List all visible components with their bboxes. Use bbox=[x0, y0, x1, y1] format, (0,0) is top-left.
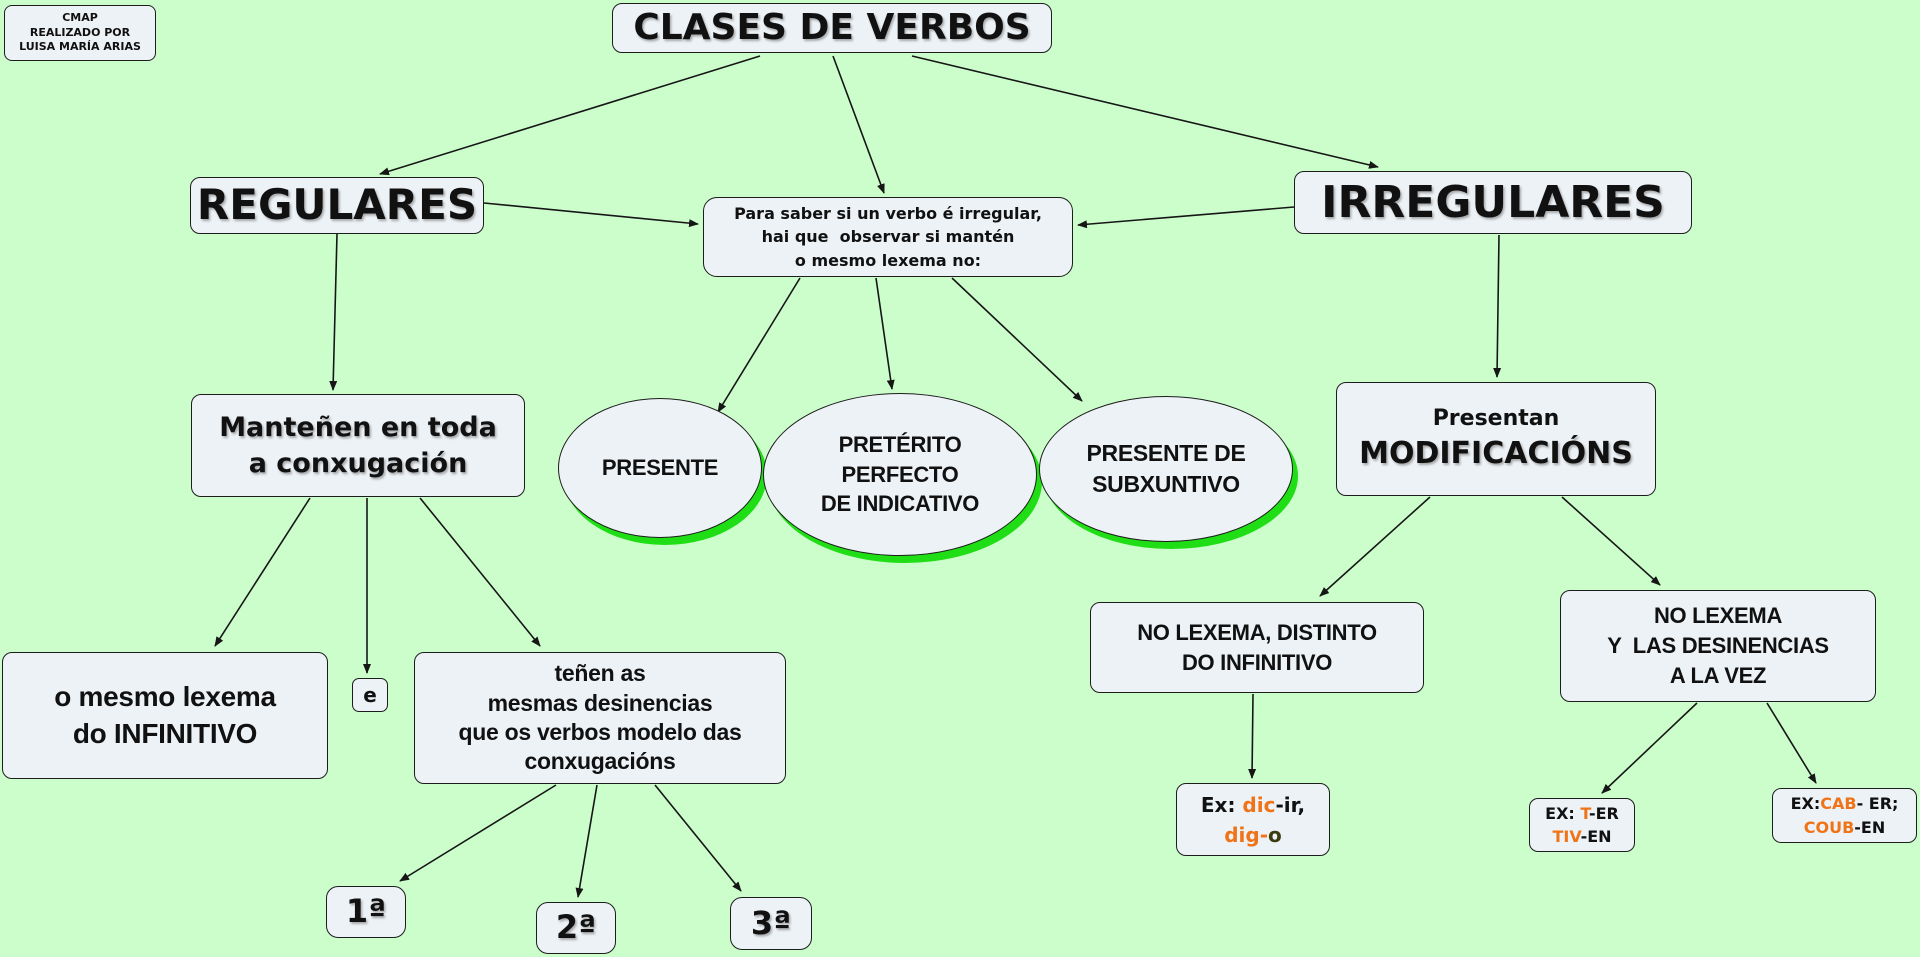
edge-nolexema2-to-excab bbox=[1767, 703, 1816, 783]
example-text: -ir, bbox=[1275, 792, 1306, 817]
subxuntivo-line: PRESENTE DE bbox=[1086, 439, 1246, 466]
example-ending: o bbox=[1268, 822, 1282, 847]
conjugation-1-text: 1ª bbox=[345, 892, 387, 931]
credit-line: CMAP bbox=[62, 10, 98, 24]
edge-title-to-regulares bbox=[380, 56, 760, 174]
node-desinencias[interactable] bbox=[414, 652, 786, 784]
no-lexema-distinto-line: NO LEXEMA, DISTINTO bbox=[1137, 619, 1377, 645]
subxuntivo-line: SUBXUNTIVO bbox=[1092, 471, 1240, 497]
no-lexema-desinencias-line: Y LAS DESINENCIAS bbox=[1607, 633, 1829, 659]
example-stem-highlight: T bbox=[1580, 803, 1589, 823]
example-text: - ER; bbox=[1856, 794, 1899, 814]
edge-info-to-presente bbox=[718, 278, 800, 412]
example-stem-highlight: dig- bbox=[1224, 822, 1269, 847]
edge-nolexema2-to-exter bbox=[1602, 703, 1697, 793]
example-ter-line1 bbox=[1545, 802, 1619, 825]
preterito-line: PERFECTO bbox=[841, 461, 959, 487]
edge-mantenen-to-desinencias bbox=[420, 498, 540, 646]
example-text: -ER bbox=[1588, 803, 1619, 823]
presentan-line: Presentan bbox=[1432, 406, 1560, 432]
node-mantenen[interactable] bbox=[191, 394, 525, 497]
credit-line: LUISA MARÍA ARIAS bbox=[19, 40, 141, 54]
node-irregulares[interactable] bbox=[1294, 171, 1692, 234]
desinencias-line: que os verbos modelo das bbox=[458, 719, 742, 745]
regulares-text: REGULARES bbox=[196, 180, 478, 230]
edge-desinencias-to-3a bbox=[655, 785, 741, 891]
edge-info-to-preterito bbox=[876, 278, 892, 389]
modificacions-line: MODIFICACIÓNS bbox=[1359, 435, 1633, 471]
node-presentan-modificacions[interactable] bbox=[1336, 382, 1656, 496]
edge-title-to-irregulares bbox=[912, 56, 1378, 167]
edge-info-to-subxuntivo bbox=[952, 278, 1082, 401]
node-conjugation-2[interactable] bbox=[536, 902, 616, 954]
desinencias-line: teñen as bbox=[554, 660, 646, 687]
mantenen-line: a conxugación bbox=[248, 447, 468, 479]
node-conjugation-3[interactable] bbox=[730, 897, 812, 950]
example-ter-line2 bbox=[1552, 825, 1611, 848]
title-node[interactable] bbox=[612, 3, 1052, 53]
lexema-line: do INFINITIVO bbox=[72, 717, 258, 749]
edge-title-to-info bbox=[833, 56, 884, 193]
mantenen-line: Manteñen en toda bbox=[219, 412, 497, 444]
preterito-line: PRETÉRITO bbox=[838, 431, 962, 457]
edge-regulares-to-mantenen bbox=[333, 234, 337, 390]
example-text: EX: bbox=[1545, 803, 1581, 823]
lexema-line: o mesmo lexema bbox=[54, 681, 276, 713]
example-text: EX: bbox=[1790, 794, 1821, 814]
edge-irregulares-to-presentan bbox=[1497, 235, 1499, 377]
node-example-ter[interactable] bbox=[1529, 798, 1635, 852]
example-dicir-line1 bbox=[1201, 790, 1305, 820]
edge-mantenen-to-lexema bbox=[215, 498, 310, 646]
node-no-lexema-distinto[interactable] bbox=[1090, 602, 1424, 693]
edge-irregulares-to-info bbox=[1078, 207, 1294, 225]
title-text: CLASES DE VERBOS bbox=[633, 6, 1031, 48]
example-stem-highlight: COUB bbox=[1803, 817, 1855, 837]
example-text: Ex: bbox=[1200, 792, 1243, 817]
node-example-dicir[interactable] bbox=[1176, 783, 1330, 856]
credit-box bbox=[4, 5, 156, 61]
conjugation-3-text: 3ª bbox=[750, 903, 792, 942]
no-lexema-desinencias-line: NO LEXEMA bbox=[1653, 603, 1783, 629]
irregulares-text: IRREGULARES bbox=[1321, 176, 1665, 228]
node-preterito-perfecto[interactable] bbox=[763, 393, 1037, 556]
node-conjunction-e[interactable] bbox=[352, 678, 388, 712]
node-irregular-rule-note[interactable] bbox=[703, 197, 1073, 277]
node-conjugation-1[interactable] bbox=[326, 886, 406, 938]
edge-presentan-to-nolexema1 bbox=[1320, 497, 1430, 596]
example-caber-line2 bbox=[1804, 816, 1886, 839]
example-stem-highlight: CAB bbox=[1820, 794, 1857, 814]
node-lexema-infinitivo[interactable] bbox=[2, 652, 328, 779]
edge-regulares-to-info bbox=[484, 203, 698, 224]
example-stem-highlight: dic bbox=[1242, 792, 1276, 817]
presente-text: PRESENTE bbox=[601, 454, 719, 480]
conjugation-2-text: 2ª bbox=[555, 908, 597, 947]
edge-desinencias-to-2a bbox=[578, 785, 597, 897]
edge-nolexema1-to-exdic bbox=[1252, 694, 1253, 778]
node-no-lexema-desinencias[interactable] bbox=[1560, 590, 1876, 702]
example-dicir-line2 bbox=[1224, 820, 1282, 850]
edge-desinencias-to-1a bbox=[400, 785, 556, 881]
conjunction-e-text: e bbox=[363, 683, 377, 707]
edge-presentan-to-nolexema2 bbox=[1562, 497, 1660, 585]
node-presente-subxuntivo[interactable] bbox=[1039, 396, 1293, 542]
desinencias-line: conxugacións bbox=[524, 748, 676, 775]
desinencias-line: mesmas desinencias bbox=[487, 689, 713, 716]
no-lexema-distinto-line: DO INFINITIVO bbox=[1181, 649, 1333, 675]
example-stem-highlight: TIV bbox=[1552, 827, 1581, 846]
info-line: Para saber si un verbo é irregular, bbox=[734, 204, 1042, 224]
example-text: -EN bbox=[1854, 817, 1886, 837]
credit-line: REALIZADO POR bbox=[29, 25, 131, 39]
node-presente[interactable] bbox=[558, 398, 762, 538]
example-text: -EN bbox=[1580, 827, 1612, 846]
preterito-line: DE INDICATIVO bbox=[820, 491, 980, 517]
info-line: o mesmo lexema no: bbox=[794, 250, 982, 270]
no-lexema-desinencias-line: A LA VEZ bbox=[1669, 662, 1767, 688]
node-example-caber[interactable] bbox=[1772, 788, 1917, 843]
info-line: hai que observar si mantén bbox=[761, 227, 1015, 247]
example-caber-line1 bbox=[1791, 792, 1899, 815]
node-regulares[interactable] bbox=[190, 177, 484, 234]
